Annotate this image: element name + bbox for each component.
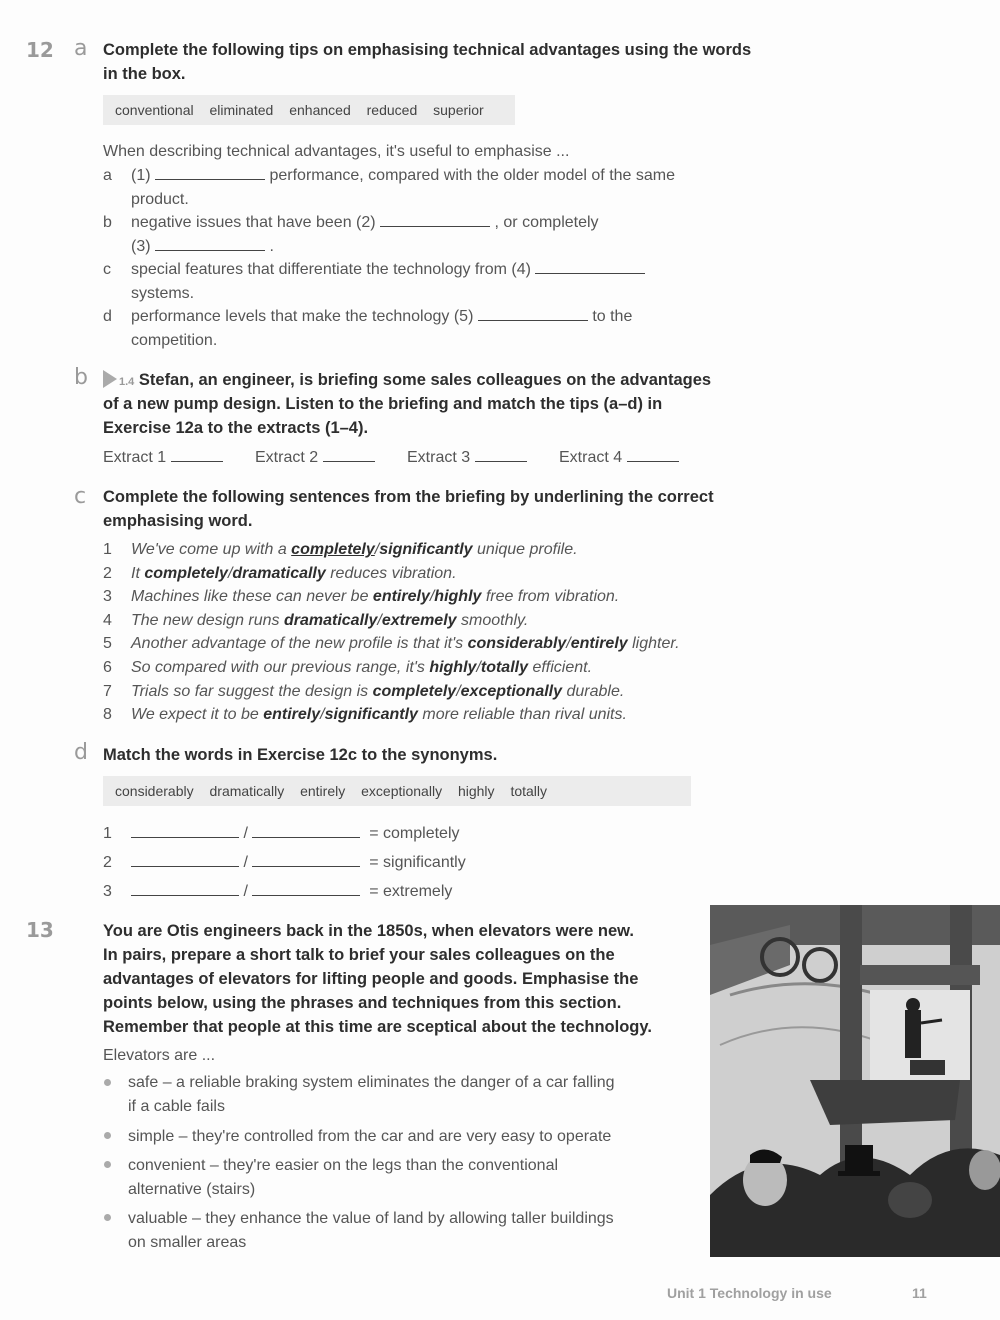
sentence-text: more reliable than rival units. bbox=[417, 706, 627, 724]
tip-label: c bbox=[103, 261, 111, 278]
box-word: enhanced bbox=[289, 102, 351, 118]
sentence-list bbox=[103, 538, 783, 727]
option-word[interactable]: considerably bbox=[467, 635, 567, 653]
option-separator: / bbox=[374, 541, 380, 558]
box-word: reduced bbox=[366, 102, 418, 118]
sentence-text: So compared with our previous range, it's bbox=[131, 658, 430, 676]
word-box-12a bbox=[103, 95, 515, 125]
sentence-item bbox=[103, 632, 783, 656]
bullet-item-simple bbox=[128, 1125, 611, 1149]
sentence-text: It bbox=[131, 564, 145, 582]
bullet-icon bbox=[104, 1161, 111, 1168]
tip-label: a bbox=[103, 167, 112, 184]
sentence-text: We've come up with a bbox=[131, 541, 292, 558]
instruction-line: In pairs, prepare a short talk to brief your sales colleagues on the bbox=[103, 946, 615, 964]
sentence-text: free from vibration. bbox=[481, 588, 620, 606]
bullet-text: safe – a reliable braking system eliminates the danger of a car falling bbox=[128, 1074, 615, 1091]
synonym-row-2: 2 / = significantly bbox=[103, 851, 603, 875]
bullet-text: convenient – they're easier on the legs than the conventional bbox=[128, 1157, 559, 1174]
tip-text: to the bbox=[592, 308, 633, 325]
sentence-number: 8 bbox=[103, 706, 112, 724]
tip-text: performance levels that make the technology (5) bbox=[131, 308, 474, 325]
bullet-text: on smaller areas bbox=[128, 1233, 247, 1251]
option-word[interactable]: significantly bbox=[324, 706, 418, 724]
instruction-line: advantages of elevators for lifting people and goods. Emphasise the bbox=[103, 970, 639, 988]
exercise-letter-d: d bbox=[74, 740, 88, 765]
extract-label: Extract 1 bbox=[103, 449, 167, 466]
option-word[interactable]: dramatically bbox=[232, 564, 326, 582]
sentence-text: efficient. bbox=[528, 658, 593, 676]
tip-text: , or completely bbox=[494, 214, 599, 231]
tip-text: systems. bbox=[131, 285, 195, 302]
option-word[interactable]: completely bbox=[372, 682, 457, 700]
option-word[interactable]: significantly bbox=[379, 541, 473, 558]
sentence-item bbox=[103, 656, 783, 680]
extract-blank-2[interactable] bbox=[323, 447, 375, 462]
box-word: entirely bbox=[300, 783, 346, 799]
bullet-item-convenient bbox=[128, 1154, 558, 1201]
synonym-target: = significantly bbox=[369, 854, 466, 871]
exercise-13-lead: Elevators are ... bbox=[103, 1047, 216, 1064]
sentence-text: lighter. bbox=[627, 635, 680, 653]
sentence-text: We expect it to be bbox=[131, 706, 264, 724]
synonym-target: = completely bbox=[369, 825, 460, 842]
tip-text: performance, compared with the older model of the same bbox=[269, 167, 676, 184]
page-number: 11 bbox=[912, 1285, 927, 1301]
synonym-blank[interactable] bbox=[131, 852, 239, 867]
sentence-number: 5 bbox=[103, 635, 112, 653]
extract-blank-3[interactable] bbox=[475, 447, 527, 462]
option-word[interactable]: highly bbox=[429, 658, 477, 676]
tip-item-a bbox=[103, 164, 763, 212]
option-word[interactable]: exceptionally bbox=[460, 682, 563, 700]
option-separator: / bbox=[456, 682, 461, 700]
sentence-text: durable. bbox=[562, 682, 625, 700]
instruction-line: Remember that people at this time are sceptical about the technology. bbox=[103, 1018, 652, 1036]
exercise-number-13: 13 bbox=[26, 918, 54, 942]
tip-text: special features that differentiate the technology from (4) bbox=[131, 261, 531, 278]
exercise-letter-b: b bbox=[74, 365, 88, 390]
sentence-text: Another advantage of the new profile is that it's bbox=[131, 635, 468, 653]
option-word[interactable]: entirely bbox=[570, 635, 628, 653]
bullet-icon bbox=[104, 1132, 111, 1139]
sentence-number: 7 bbox=[103, 682, 112, 700]
tip-item-c bbox=[103, 258, 763, 306]
synonym-blank[interactable] bbox=[131, 823, 239, 838]
answer-blank-2[interactable] bbox=[380, 212, 490, 227]
tip-text: competition. bbox=[131, 332, 218, 349]
tip-text: negative issues that have been (2) bbox=[131, 214, 376, 231]
extracts-row bbox=[103, 446, 723, 470]
sentence-item bbox=[103, 703, 783, 727]
synonym-row-1: 1 / = completely bbox=[103, 822, 603, 846]
bullet-icon bbox=[104, 1079, 111, 1086]
bullet-item-safe bbox=[128, 1071, 614, 1118]
sentence-item bbox=[103, 562, 783, 586]
sentence-text: Machines like these can never be bbox=[131, 588, 373, 606]
instruction-line: Stefan, an engineer, is briefing some sales colleagues on the advantages bbox=[138, 371, 712, 389]
option-separator: / bbox=[320, 706, 325, 724]
otis-elevator-illustration bbox=[710, 905, 1000, 1257]
option-separator: / bbox=[429, 588, 435, 606]
synonym-blank[interactable] bbox=[252, 852, 360, 867]
box-word: eliminated bbox=[209, 102, 274, 118]
option-word[interactable]: dramatically bbox=[283, 611, 378, 629]
sentence-item bbox=[103, 585, 783, 609]
row-number: 2 bbox=[103, 854, 112, 871]
row-number: 3 bbox=[103, 883, 112, 900]
bullet-text: if a cable fails bbox=[128, 1097, 225, 1115]
word-box-12d bbox=[103, 776, 691, 806]
sentence-item bbox=[103, 680, 783, 704]
tip-text: product. bbox=[131, 191, 189, 208]
row-number: 1 bbox=[103, 825, 112, 842]
sentence-number: 6 bbox=[103, 658, 112, 676]
audio-play-icon[interactable] bbox=[103, 370, 117, 388]
answer-blank-5[interactable] bbox=[478, 306, 588, 321]
exercise-12a-intro: When describing technical advantages, it's useful to emphasise ... bbox=[103, 143, 570, 160]
box-word: considerably bbox=[115, 783, 194, 799]
answer-blank-3[interactable] bbox=[155, 236, 265, 251]
tip-text: . bbox=[269, 238, 274, 255]
audio-track-number: 1.4 bbox=[119, 376, 135, 388]
option-word[interactable]: totally bbox=[480, 658, 528, 676]
bullet-text: valuable – they enhance the value of land by allowing taller buildings bbox=[128, 1210, 614, 1227]
tip-text: (1) bbox=[131, 167, 151, 184]
box-word: exceptionally bbox=[361, 783, 443, 799]
exercise-number-12: 12 bbox=[26, 38, 54, 62]
bullet-text: alternative (stairs) bbox=[128, 1180, 256, 1198]
extract-blank-4[interactable] bbox=[627, 447, 679, 462]
sentence-number: 2 bbox=[103, 564, 112, 582]
synonym-blank[interactable] bbox=[131, 881, 239, 896]
synonym-target: = extremely bbox=[369, 883, 453, 900]
tip-label: d bbox=[103, 308, 112, 325]
instruction-line: points below, using the phrases and techniques from this section. bbox=[103, 994, 622, 1012]
footer-unit-title: Unit 1 Technology in use bbox=[667, 1285, 832, 1301]
sentence-number: 1 bbox=[103, 541, 112, 558]
tip-text: (3) bbox=[131, 238, 151, 255]
box-word: conventional bbox=[115, 102, 194, 118]
box-word: superior bbox=[433, 102, 484, 118]
sentence-text: reduces vibration. bbox=[325, 564, 457, 582]
answer-blank-4[interactable] bbox=[535, 259, 645, 274]
option-word[interactable]: entirely bbox=[263, 706, 321, 724]
bullet-text: simple – they're controlled from the car and are very easy to operate bbox=[128, 1128, 612, 1145]
extract-label: Extract 4 bbox=[559, 449, 623, 466]
sentence-text: unique profile. bbox=[472, 541, 578, 558]
sentence-number: 3 bbox=[103, 588, 112, 606]
instruction-line: Exercise 12a to the extracts (1–4). bbox=[103, 419, 369, 437]
exercise-12b-instruction bbox=[103, 368, 783, 440]
box-word: totally bbox=[510, 783, 548, 799]
synonym-row-3: 3 / = extremely bbox=[103, 880, 603, 904]
tip-item-b bbox=[103, 211, 763, 259]
box-word: highly bbox=[457, 783, 495, 799]
synonym-blank[interactable] bbox=[252, 881, 360, 896]
tip-item-d bbox=[103, 305, 763, 353]
sentence-text: smoothly. bbox=[456, 611, 529, 629]
option-separator: / bbox=[476, 658, 481, 676]
exercise-12a-instruction: Complete the following tips on emphasising technical advantages using the words in the box. bbox=[103, 41, 752, 83]
sentence-item bbox=[103, 538, 783, 562]
sentence-text: The new design runs bbox=[131, 611, 284, 629]
box-word: dramatically bbox=[209, 783, 285, 799]
sentence-text: Trials so far suggest the design is bbox=[131, 682, 373, 700]
synonym-blank[interactable] bbox=[252, 823, 360, 838]
extract-label: Extract 2 bbox=[255, 449, 319, 466]
option-separator: / bbox=[227, 564, 233, 582]
option-word[interactable]: completely bbox=[144, 564, 228, 582]
option-separator: / bbox=[566, 635, 571, 653]
elevator-drawing-icon bbox=[710, 905, 1000, 1257]
exercise-letter-c: c bbox=[74, 484, 87, 509]
sentence-item bbox=[103, 609, 783, 633]
option-word[interactable]: extremely bbox=[381, 611, 457, 629]
exercise-12c-instruction: Complete the following sentences from the briefing by underlining the correct emphasising word. bbox=[103, 488, 714, 530]
option-word[interactable]: entirely bbox=[372, 588, 430, 606]
option-separator: / bbox=[377, 611, 382, 629]
instruction-line: You are Otis engineers back in the 1850s, when elevators were new. bbox=[103, 922, 634, 940]
instruction-line: of a new pump design. Listen to the briefing and match the tips (a–d) in bbox=[103, 395, 663, 413]
option-word[interactable]: highly bbox=[434, 588, 482, 606]
answer-blank-1[interactable] bbox=[155, 165, 265, 180]
exercise-13-instruction bbox=[103, 919, 703, 1039]
bullet-icon bbox=[104, 1214, 111, 1221]
sentence-number: 4 bbox=[103, 611, 112, 629]
exercise-letter-a: a bbox=[74, 36, 88, 61]
extract-label: Extract 3 bbox=[407, 449, 471, 466]
exercise-12d-instruction: Match the words in Exercise 12c to the synonyms. bbox=[103, 746, 498, 764]
tip-label: b bbox=[103, 214, 112, 231]
option-word[interactable]: completely bbox=[291, 541, 375, 558]
bullet-item-valuable bbox=[128, 1207, 614, 1254]
extract-blank-1[interactable] bbox=[171, 447, 223, 462]
